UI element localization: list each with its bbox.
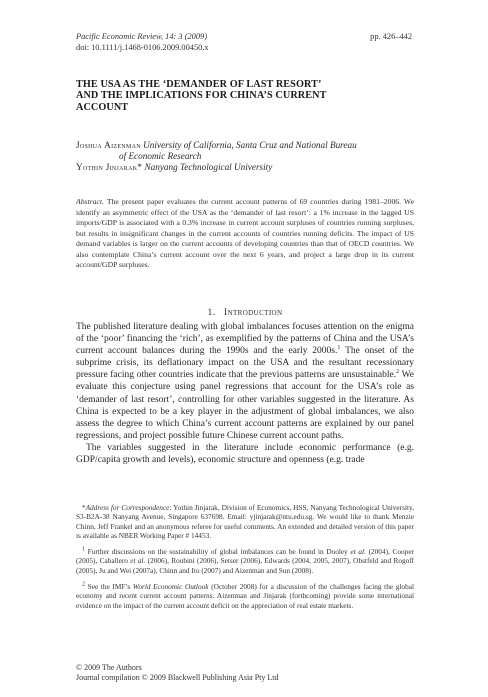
abstract-text: The present paper evaluates the current account patterns of 69 countries during 1981–2006. We identify an asymmetric effect of the USA as the ‘demander of last resort’: a 1% increase in the lagged US imports/GDP is associated with a 0.3% increase in current account surpluses of countries running surpluses, but results in insignificant changes in the current accounts of countries running deficits. The impact of US demand variables is larger on the current accounts of developing countries than that of OECD countries. We also contemplate China’s current account over the next 6 years, and project a large drop in its current account/GDP surpluses. [76, 197, 414, 269]
paragraph: The variables suggested in the literature include economic performance (e.g. GDP/capita growth and levels), economic structure and openness (e.g. trade [76, 442, 414, 466]
abstract [76, 197, 414, 271]
footnote-marker: * [82, 503, 86, 512]
footnote-marker: 2 [82, 581, 85, 588]
footnote-correspondence [76, 503, 414, 540]
footnote-marker: 1 [82, 546, 85, 553]
body-text [76, 321, 414, 466]
footnote-1 [76, 547, 414, 575]
page-range: pp. 426–442 [370, 32, 412, 41]
text-run: : Yothin Jinjarak, Division of Economics, HSS, Nanyang Technological University, S3-B2A-38 Nanyang Avenue, Singapore 637698. Email: yjinjarak@ntu.edu.sg. We would like to thank Menzie Chinn, Jeff Frankel and an anonymous referee for useful comments. An extended and detailed version of this paper is available as NBER Working Paper # 14453. [76, 503, 414, 540]
journal-citation: Pacific Economic Review, 14: 3 (2009) [76, 32, 208, 41]
paragraph [76, 321, 414, 442]
doi: doi: 10.1111/j.1468-0106.2009.00450.x [76, 42, 209, 52]
author-name: Yothin Jinjarak* [76, 162, 143, 173]
title-line: ACCOUNT [76, 101, 129, 113]
text-run: We evaluate this conjecture using panel regressions that account for the USA’s role as ‘demander of last resort’, controlling for other variables suggested in the literature. As China is expected to be a key player in the adjustment of global imbalances, we also assess the degree to which China’s current account patterns are explained by our panel regressions, and project possible future Chinese current account paths. [76, 370, 414, 441]
section-heading [76, 307, 414, 318]
section-title: Introduction [223, 307, 283, 318]
author-block [76, 140, 416, 174]
author-affiliation: Nanyang Technological University [144, 162, 273, 173]
text-run: (2006), Roubini (2006), Setser (2006), Edwards (2004, 2005, 2007), Obstfeld and Rogoff (2005), Ju and Wei (2007a), Chinn and Ito (2007) and Aizenman and Sun (2008). [76, 556, 414, 575]
text-run: Address for Correspondence [85, 503, 170, 512]
section-number: 1. [207, 307, 216, 318]
text-run: World Economic Outlook [132, 582, 209, 592]
text-run: Further discussions on the sustainability of global imbalances can be found in Dooley [85, 547, 351, 557]
running-header [76, 32, 412, 53]
text-run: The onset of the subprime crisis, its deflationary impact on the USA and the resultant recessionary pressure facing other countries indicate that the previous patterns are unsustainable. [76, 346, 414, 381]
text-run: et al. [130, 556, 146, 566]
text-run: (2004), Cooper (2005), Caballero [76, 547, 414, 566]
title-line: AND THE IMPLICATIONS FOR CHINA’S CURRENT [76, 90, 327, 102]
abstract-label: Abstract. [76, 197, 104, 206]
author-affiliation-cont: of Economic Research [119, 151, 202, 162]
footnote-ref[interactable]: 2 [396, 369, 400, 376]
text-run: The published literature dealing with global imbalances focuses attention on the enigma of the ‘poor’ financing the ‘rich’, as exemplified by the patterns of China and the USA’s current account balances during the 1990s and the early 2000s. [76, 322, 414, 357]
copyright-footer [76, 663, 412, 682]
title-line: THE USA AS THE ‘DEMANDER OF LAST RESORT’ [76, 79, 322, 90]
text-run: (October 2008) for a discussion of the challenges facing the global economy and recent current account patterns. Aizenman and Jinjarak (forthcoming) provide some international evidence on the impact of the current account deficit on the appreciation of real estate markets. [76, 582, 414, 610]
author-name: Joshua Aizenman [76, 140, 141, 150]
footnote-2 [76, 582, 414, 610]
author-affiliation: University of California, Santa Cruz and National Bureau [143, 140, 357, 150]
footnote-ref[interactable]: 1 [337, 345, 341, 352]
footnotes [76, 503, 414, 617]
copyright-line: Journal compilation © 2009 Blackwell Publishing Asia Pty Ltd [76, 672, 279, 682]
copyright-line: © 2009 The Authors [76, 663, 142, 672]
text-run: See the IMF’s [85, 582, 133, 592]
paper-title [76, 79, 412, 113]
text-run: et al. [350, 547, 366, 557]
